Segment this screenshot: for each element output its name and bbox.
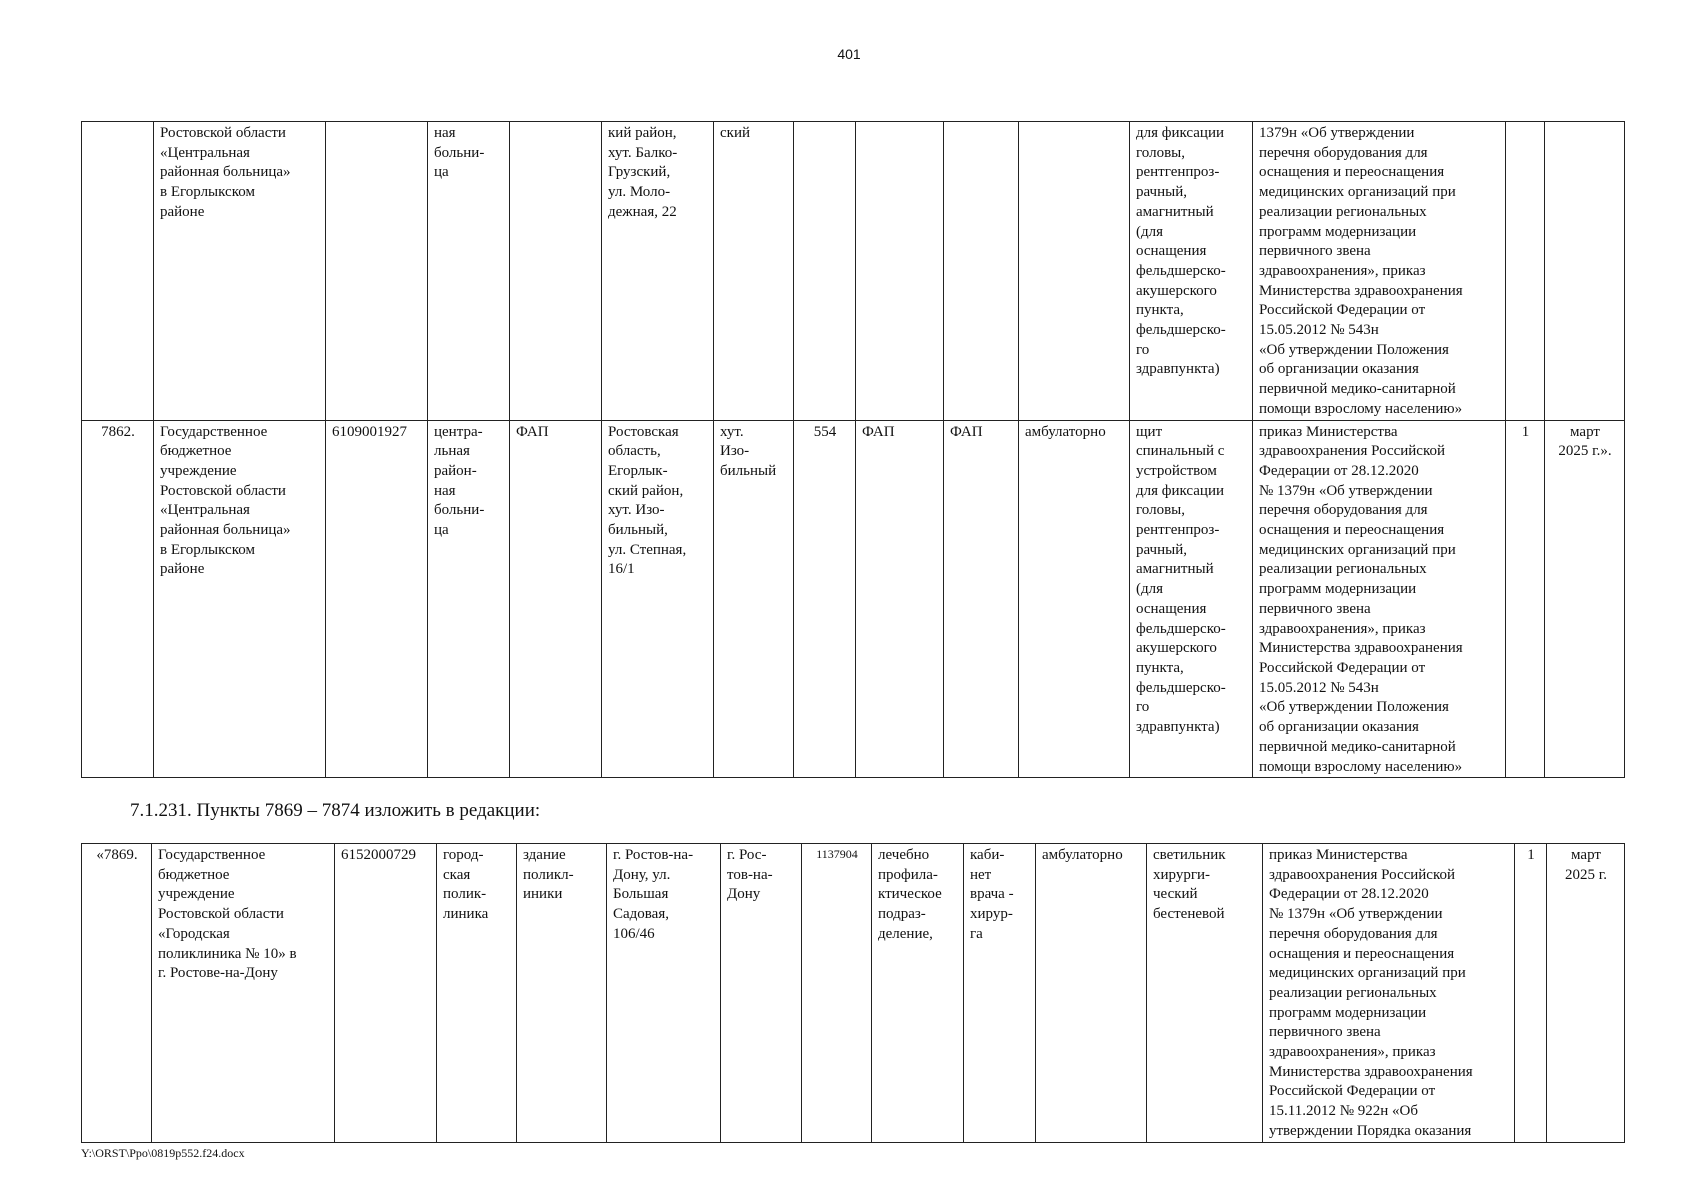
- cell-deadline: март 2025 г.: [1547, 844, 1625, 1143]
- cell-equipment: для фиксации головы, рентгенпроз- рачный, амагнитный (для оснащения фельдшерско- акушерского пункта, фельдшерско- го здравпункта): [1130, 122, 1253, 421]
- cell-inn: 6109001927: [326, 420, 428, 778]
- cell-code: [794, 122, 856, 421]
- cell-unit: [856, 122, 944, 421]
- cell-deadline: март 2025 г.».: [1545, 420, 1625, 778]
- registry-table-new: [81, 843, 1625, 1143]
- cell-num: 7862.: [82, 420, 154, 778]
- cell-code: 554: [794, 420, 856, 778]
- cell-care-form: амбулаторно: [1036, 844, 1147, 1143]
- cell-address: Ростовская область, Егорлык- ский район, хут. Изо- бильный, ул. Степная, 16/1: [602, 420, 714, 778]
- cell-legal-basis: приказ Министерства здравоохранения Российской Федерации от 28.12.2020 № 1379н «Об утверждении перечня оборудования для оснащения и переоснащения медицинских организаций при реализации региональных программ модернизации первичного звена здравоохранения», приказ Министерства здравоохранения Российской Федерации от 15.11.2012 № 922н «Об утверждении Порядка оказания: [1263, 844, 1515, 1143]
- cell-unit2: каби- нет врача - хирур- га: [964, 844, 1036, 1143]
- cell-org-type: город- ская полик- линика: [437, 844, 517, 1143]
- cell-code: 1137904: [802, 844, 872, 1143]
- footer-file-path: Y:\ORST\Ppo\0819p552.f24.docx: [81, 1146, 245, 1160]
- cell-unit2: [944, 122, 1019, 421]
- cell-legal-basis: 1379н «Об утверждении перечня оборудования для оснащения и переоснащения медицинских организаций при реализации региональных программ модернизации первичного звена здравоохранения», приказ Министерства здравоохранения Российской Федерации от 15.05.2012 № 543н «Об утверждении Положения об организации оказания первичной медико-санитарной помощи взрослому населению»: [1253, 122, 1506, 421]
- cell-inn: [326, 122, 428, 421]
- cell-unit: лечебно профила- ктическое подраз- деление,: [872, 844, 964, 1143]
- cell-locality: хут. Изо- бильный: [714, 420, 794, 778]
- cell-unit2: ФАП: [944, 420, 1019, 778]
- cell-locality: г. Рос- тов-на- Дону: [721, 844, 802, 1143]
- registry-table-continued: [81, 121, 1625, 778]
- page-number: 401: [837, 46, 861, 62]
- cell-org-type: ная больни- ца: [428, 122, 510, 421]
- cell-address: г. Ростов-на- Дону, ул. Большая Садовая, 106/46: [607, 844, 721, 1143]
- table-row: [82, 844, 1625, 1143]
- cell-inn: 6152000729: [335, 844, 437, 1143]
- cell-qty: 1: [1515, 844, 1547, 1143]
- cell-num: «7869.: [82, 844, 152, 1143]
- cell-object-type: [510, 122, 602, 421]
- cell-equipment: светильник хирурги- ческий бестеневой: [1147, 844, 1263, 1143]
- cell-num: [82, 122, 154, 421]
- cell-unit: ФАП: [856, 420, 944, 778]
- cell-organization: Государственное бюджетное учреждение Ростовской области «Центральная районная больница» в Егорлыкском районе: [154, 420, 326, 778]
- cell-deadline: [1545, 122, 1625, 421]
- cell-org-type: центра- льная район- ная больни- ца: [428, 420, 510, 778]
- cell-locality: ский: [714, 122, 794, 421]
- cell-care-form: амбулаторно: [1019, 420, 1130, 778]
- cell-object-type: здание поликл- иники: [517, 844, 607, 1143]
- table-row: [82, 122, 1625, 421]
- cell-legal-basis: приказ Министерства здравоохранения Российской Федерации от 28.12.2020 № 1379н «Об утверждении перечня оборудования для оснащения и переоснащения медицинских организаций при реализации региональных программ модернизации первичного звена здравоохранения», приказ Министерства здравоохранения Российской Федерации от 15.05.2012 № 543н «Об утверждении Положения об организации оказания первичной медико-санитарной помощи взрослому населению»: [1253, 420, 1506, 778]
- cell-care-form: [1019, 122, 1130, 421]
- section-heading: 7.1.231. Пункты 7869 – 7874 изложить в редакции:: [130, 800, 541, 821]
- table-row: [82, 420, 1625, 778]
- cell-object-type: ФАП: [510, 420, 602, 778]
- cell-organization: Ростовской области «Центральная районная больница» в Егорлыкском районе: [154, 122, 326, 421]
- cell-address: кий район, хут. Балко- Грузский, ул. Моло- дежная, 22: [602, 122, 714, 421]
- cell-organization: Государственное бюджетное учреждение Ростовской области «Городская поликлиника № 10» в г. Ростове-на-Дону: [152, 844, 335, 1143]
- cell-qty: [1506, 122, 1545, 421]
- cell-qty: 1: [1506, 420, 1545, 778]
- cell-equipment: щит спинальный с устройством для фиксации головы, рентгенпроз- рачный, амагнитный (для оснащения фельдшерско- акушерского пункта, фельдшерско- го здравпункта): [1130, 420, 1253, 778]
